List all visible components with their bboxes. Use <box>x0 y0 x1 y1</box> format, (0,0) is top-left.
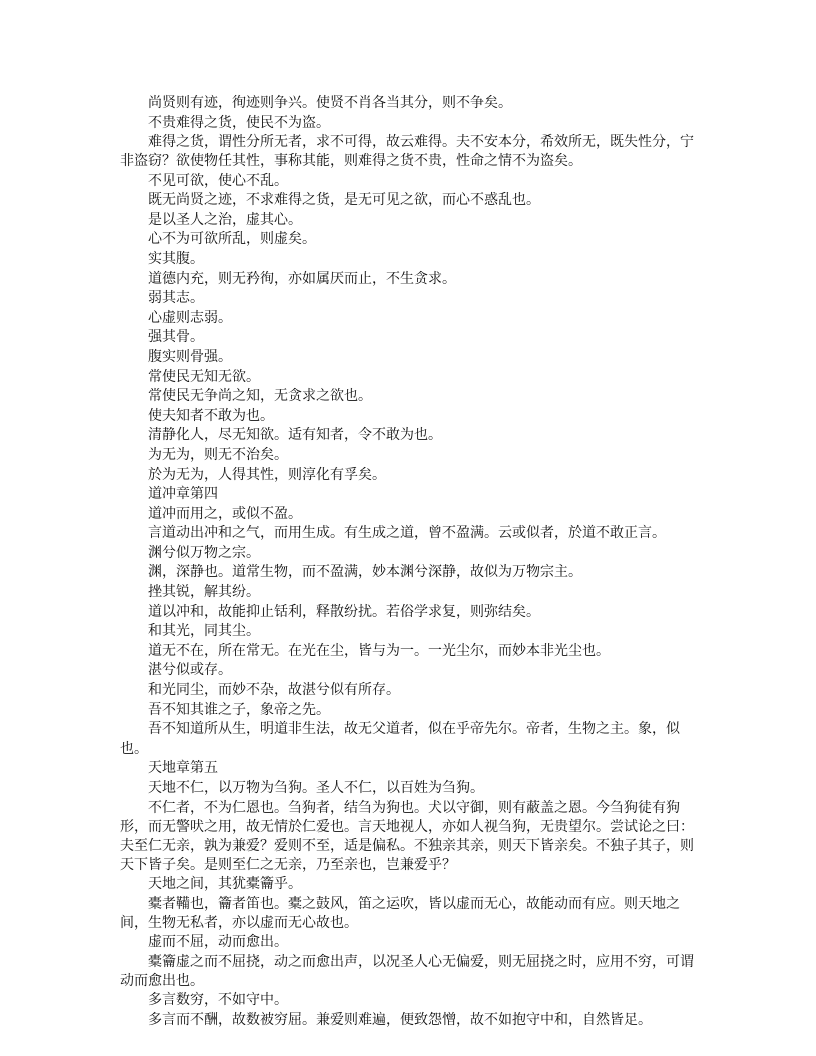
paragraph-40: 多言数穷，不如守中。 <box>148 992 288 1009</box>
paragraph-34: 天地不仁，以万物为刍狗。圣人不仁，以百姓为刍狗。 <box>148 780 484 796</box>
paragraph-36: 天地之间，其犹橐籥乎。 <box>148 876 302 893</box>
document-page <box>120 94 700 1031</box>
paragraph-37: 橐者鞴也，籥者笛也。橐之鼓风，笛之运吹，皆以虚而无心，故能动而有应。则天地之间，生物无私者，亦以虚而无心故也。 <box>120 896 680 932</box>
paragraph-13: 腹实则骨强。 <box>148 348 232 365</box>
paragraph-29: 湛兮似或存。 <box>148 662 232 679</box>
paragraph-4: 不见可欲，使心不乱。 <box>148 172 288 189</box>
paragraph-30: 和光同尘，而妙不杂，故湛兮似有所存。 <box>148 682 400 699</box>
paragraph-2: 不贵难得之货，使民不为盗。 <box>148 114 330 131</box>
paragraph-10: 弱其志。 <box>148 290 204 307</box>
paragraph-8: 实其腹。 <box>148 250 204 267</box>
paragraph-24: 渊，深静也。道常生物，而不盈满，妙本渊兮深静，故似为万物宗主。 <box>148 564 582 581</box>
paragraph-6: 是以圣人之治，虚其心。 <box>148 211 302 228</box>
paragraph-7: 心不为可欲所乱，则虚矣。 <box>148 231 316 248</box>
paragraph-26: 道以冲和，故能抑止铦利，释散纷扰。若俗学求复，则弥结矣。 <box>148 603 540 620</box>
paragraph-1: 尚贤则有迹，徇迹则争兴。使贤不肖各当其分，则不争矣。 <box>148 95 512 111</box>
paragraph-18: 为无为，则无不治矣。 <box>148 446 288 463</box>
chapter-heading-5: 天地章第五 <box>148 760 218 777</box>
paragraph-35: 不仁者，不为仁恩也。刍狗者，结刍为狗也。犬以守御，则有蔽盖之恩。今刍狗徒有狗形，而无警吠之用，故无情於仁爱也。言天地视人，亦如人视刍狗，无贵望尔。尝试论之曰：夫至仁无亲，孰为兼爱？爱则不至，适是偏私。不独亲其亲，则天下皆亲矣。不独子其子，则天下皆子矣。是则至仁之无亲，乃至亲也，岂兼爱乎？ <box>120 799 694 874</box>
paragraph-27: 和其光，同其尘。 <box>148 623 260 640</box>
paragraph-9: 道德内充，则无矜徇，亦如属厌而止，不生贪求。 <box>148 270 456 287</box>
paragraph-11: 心虚则志弱。 <box>148 309 232 326</box>
paragraph-32: 吾不知道所从生，明道非生法，故无父道者，似在乎帝先尔。帝者，生物之主。象，似也。 <box>120 721 680 757</box>
paragraph-15: 常使民无争尚之知，无贪求之欲也。 <box>148 388 372 405</box>
paragraph-14: 常使民无知无欲。 <box>148 368 260 385</box>
chapter-heading-4: 道冲章第四 <box>148 486 218 503</box>
paragraph-28: 道无不在，所在常无。在光在尘，皆与为一。一光尘尔，而妙本非光尘也。 <box>148 642 610 659</box>
paragraph-31: 吾不知其谁之子，象帝之先。 <box>148 701 330 718</box>
paragraph-5: 既无尚贤之迹，不求难得之货，是无可见之欲，而心不惑乱也。 <box>148 192 540 209</box>
paragraph-25: 挫其锐，解其纷。 <box>148 584 260 601</box>
paragraph-16: 使夫知者不敢为也。 <box>148 407 274 424</box>
paragraph-3: 难得之货，谓性分所无者，求不可得，故云难得。夫不安本分，希效所无，既失性分，宁非盗窃？欲使物任其性，事称其能，则难得之货不贵，性命之情不为盗矣。 <box>120 134 694 170</box>
paragraph-19: 於为无为，人得其性，则淳化有孚矣。 <box>148 466 386 483</box>
paragraph-21: 道冲而用之，或似不盈。 <box>148 505 302 522</box>
paragraph-22: 言道动出冲和之气，而用生成。有生成之道，曾不盈满。云或似者，於道不敢正言。 <box>148 525 666 542</box>
paragraph-38: 虚而不屈，动而愈出。 <box>148 934 288 951</box>
paragraph-41: 多言而不酬，故数被穷屈。兼爱则难遍，便致怨憎，故不如抱守中和，自然皆足。 <box>148 1012 652 1028</box>
paragraph-23: 渊兮似万物之宗。 <box>148 544 260 561</box>
paragraph-12: 强其骨。 <box>148 329 204 346</box>
paragraph-39: 橐籥虚之而不屈挠，动之而愈出声，以况圣人心无偏爱，则无屈挠之时，应用不穷，可谓动而愈出也。 <box>120 954 694 990</box>
paragraph-17: 清静化人，尽无知欲。适有知者，令不敢为也。 <box>148 427 442 444</box>
